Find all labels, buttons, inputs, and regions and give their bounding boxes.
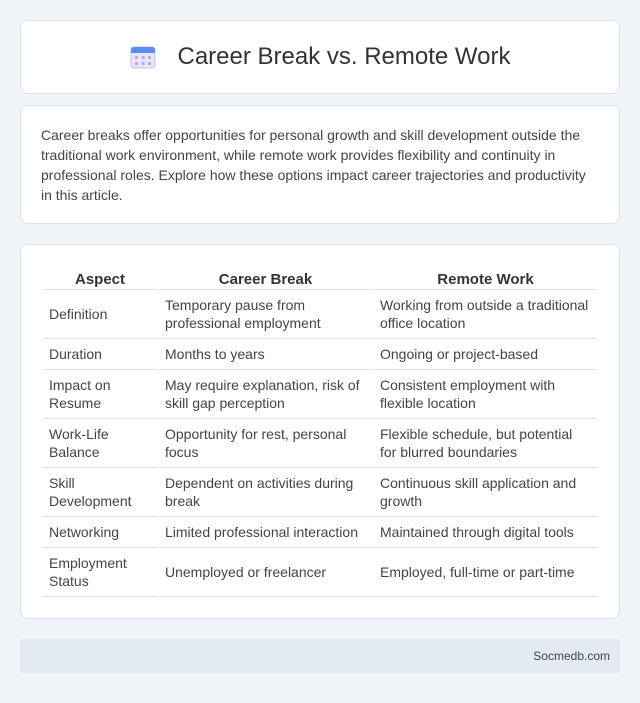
page-title: Career Break vs. Remote Work [177, 43, 511, 70]
title-card [20, 20, 620, 94]
intro-text: Career breaks offer opportunities for personal growth and skill development outside the traditional work environment, while remote work provides flexibility and continuity in professional roles. Explore how these options impact career trajectories and productivity in this article. [41, 127, 586, 203]
column-header-career-break: Career Break [159, 266, 372, 290]
table-cell: Limited professional interaction [159, 517, 372, 548]
footer-site-link[interactable]: Socmedb.com [533, 649, 610, 663]
table-cell: Unemployed or freelancer [159, 548, 372, 597]
table-cell: Flexible schedule, but potential for blurred boundaries [374, 419, 597, 468]
table-cell: Networking [43, 517, 157, 548]
table-header-row [43, 266, 597, 290]
table-cell: Months to years [159, 339, 372, 370]
table-cell: Work-Life Balance [43, 419, 157, 468]
table-cell: Definition [43, 290, 157, 339]
calendar-icon [130, 44, 156, 70]
table-cell: Opportunity for rest, personal focus [159, 419, 372, 468]
table-cell: Dependent on activities during break [159, 468, 372, 517]
intro-card [20, 105, 620, 224]
table-cell: Temporary pause from professional employment [159, 290, 372, 339]
table-cell: Ongoing or project-based [374, 339, 597, 370]
table-row [43, 517, 597, 548]
column-header-remote-work: Remote Work [374, 266, 597, 290]
table-cell: Employment Status [43, 548, 157, 597]
table-row [43, 419, 597, 468]
footer [20, 639, 620, 673]
comparison-table [41, 266, 599, 597]
table-row [43, 339, 597, 370]
table-cell: Consistent employment with flexible location [374, 370, 597, 419]
comparison-table-card [20, 244, 620, 619]
table-row [43, 548, 597, 597]
table-cell: Employed, full-time or part-time [374, 548, 597, 597]
table-cell: Impact on Resume [43, 370, 157, 419]
table-cell: Maintained through digital tools [374, 517, 597, 548]
table-cell: Working from outside a traditional office location [374, 290, 597, 339]
table-row [43, 290, 597, 339]
column-header-aspect: Aspect [43, 266, 157, 290]
table-row [43, 370, 597, 419]
table-cell: May require explanation, risk of skill gap perception [159, 370, 372, 419]
table-row [43, 468, 597, 517]
table-cell: Continuous skill application and growth [374, 468, 597, 517]
table-cell: Skill Development [43, 468, 157, 517]
table-cell: Duration [43, 339, 157, 370]
